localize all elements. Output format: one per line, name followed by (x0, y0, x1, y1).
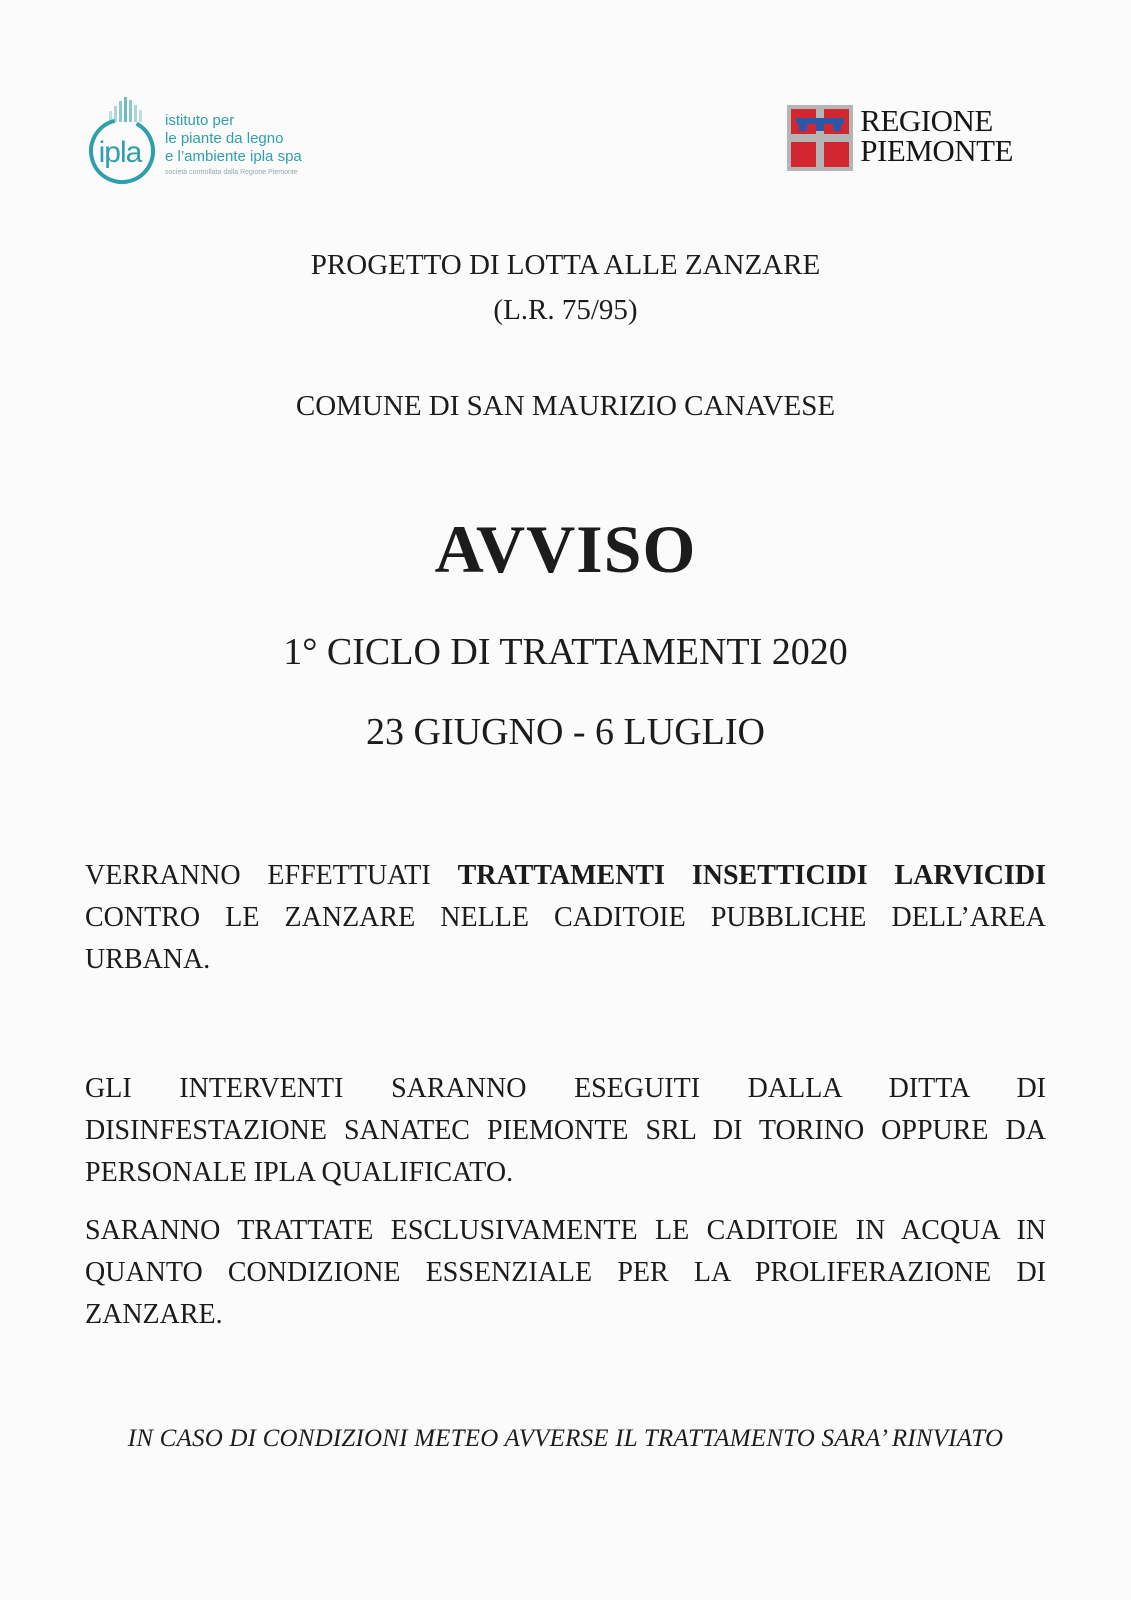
header-logos (0, 0, 1131, 187)
ipla-mark-text: ipla (98, 136, 142, 169)
ipla-logo-icon (82, 95, 320, 187)
notice-title: AVVISO (434, 511, 697, 587)
project-title-block (0, 243, 1131, 333)
ipla-name-line1: istituto per (165, 112, 235, 129)
municipality-title: COMUNE DI SAN MAURIZIO CANAVESE (295, 390, 836, 422)
regione-text-line1: REGIONE (860, 103, 993, 138)
project-title: PROGETTO DI LOTTA ALLE ZANZARE (310, 249, 821, 281)
ipla-tagline: società controllata dalla Regione Piemonte (165, 169, 298, 176)
cycle-title: 1° CICLO DI TRATTAMENTI 2020 (283, 631, 848, 673)
regione-text (860, 103, 1013, 169)
paragraph-conditions: SARANNO TRATTATE ESCLUSIVAMENTE LE CADITOIE IN ACQUA IN QUANTO CONDIZIONE ESSENZIALE PER LA PROLIFERAZIONE DI ZANZARE. (85, 1215, 1046, 1330)
regione-piemonte-logo (787, 105, 1013, 171)
ipla-name-line2: le piante da legno (165, 130, 284, 147)
regione-text-line2: PIEMONTE (860, 133, 1013, 169)
ipla-logo (82, 95, 320, 187)
paragraph-treatments-bold: TRATTAMENTI INSETTICIDI LARVICIDI (457, 860, 1046, 891)
paragraph-treatments-post: CONTRO LE ZANZARE NELLE CADITOIE PUBBLICHE DELL’AREA URBANA. (85, 902, 1046, 975)
date-range: 23 GIUGNO - 6 LUGLIO (366, 711, 765, 753)
law-reference: (L.R. 75/95) (493, 294, 638, 326)
paragraph-treatments (85, 855, 1046, 981)
paragraph-treatments-pre: VERRANNO EFFETTUATI (85, 860, 458, 891)
weather-note: IN CASO DI CONDIZIONI METEO AVVERSE IL TRATTAMENTO SARA’ RINVIATO (127, 1425, 1004, 1452)
paragraph-company: GLI INTERVENTI SARANNO ESEGUITI DALLA DITTA DI DISINFESTAZIONE SANATEC PIEMONTE SRL DI TORINO OPPURE DA PERSONALE IPLA QUALIFICATO. (85, 1073, 1046, 1188)
piemonte-coat-of-arms-icon (787, 105, 853, 171)
ipla-name-line3: e l’ambiente ipla spa (165, 148, 302, 165)
